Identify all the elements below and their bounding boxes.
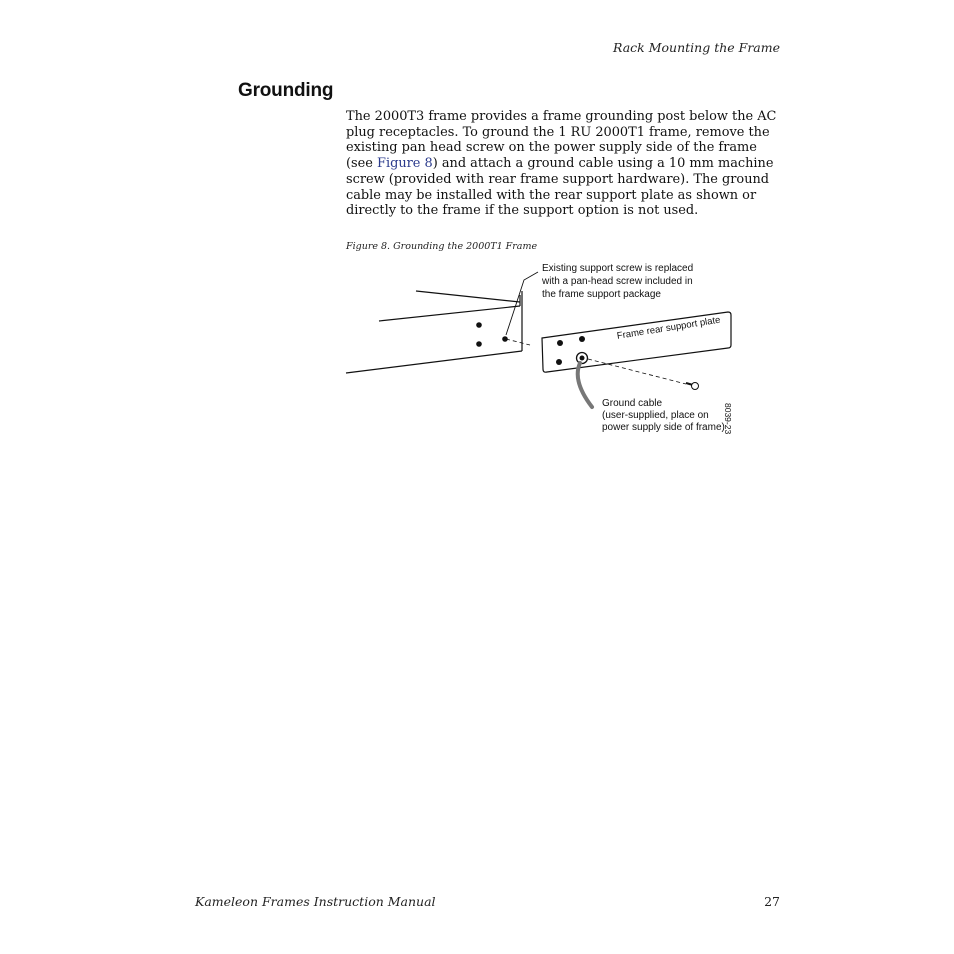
cable-callout-line-2: (user-supplied, place on <box>602 410 709 421</box>
screw-callout-line-3: the frame support package <box>542 289 661 300</box>
cable-callout-line-3: power supply side of frame) <box>602 422 725 433</box>
paragraph-text-end: ) and attach a ground cable using a 10 mm machine screw (provided with rear frame support hardware). The ground cable may be installed with the rear support plate as shown or directly to the frame if the support option is not used. <box>346 156 774 219</box>
running-header: Rack Mounting the Frame <box>613 40 780 55</box>
body-paragraph <box>346 109 782 219</box>
frame-hole-top <box>476 322 482 328</box>
frame-top-edge <box>416 291 520 302</box>
frame-hole-bottom <box>476 341 482 347</box>
screw-callout-line-2: with a pan-head screw included in <box>542 276 693 287</box>
alignment-dashed-line <box>506 339 530 345</box>
figure-8-link[interactable]: Figure 8 <box>377 156 433 172</box>
paragraph-text-start: The 2000T3 frame provides a frame grounding post below the AC plug receptacles. To ground the 1 RU 2000T1 frame, remove the existing pan head screw on the power supply side of the frame (see <box>346 109 777 172</box>
section-heading: Grounding <box>238 80 334 101</box>
plate-hole-3 <box>556 359 562 365</box>
screw-dashed-line <box>588 359 686 384</box>
figure-caption: Figure 8. Grounding the 2000T1 Frame <box>346 241 538 252</box>
screw-callout-line-1: Existing support screw is replaced <box>542 263 694 274</box>
cable-callout <box>602 398 725 434</box>
cable-callout-line-1: Ground cable <box>602 398 663 409</box>
ground-terminal-center <box>580 356 585 361</box>
plate-label: Frame rear support plate <box>616 314 722 342</box>
drawing-code: 8039-23 <box>723 403 733 435</box>
plate-hole-1 <box>557 340 563 346</box>
plate-hole-2 <box>579 336 585 342</box>
frame-upper-edge <box>379 306 520 321</box>
frame-bottom-edge <box>346 351 522 373</box>
grounding-figure <box>340 255 750 445</box>
page-number: 27 <box>764 894 780 909</box>
ground-cable <box>578 363 592 407</box>
footer-manual-title: Kameleon Frames Instruction Manual <box>195 894 436 909</box>
machine-screw-head <box>692 383 699 390</box>
screw-callout <box>542 262 693 301</box>
